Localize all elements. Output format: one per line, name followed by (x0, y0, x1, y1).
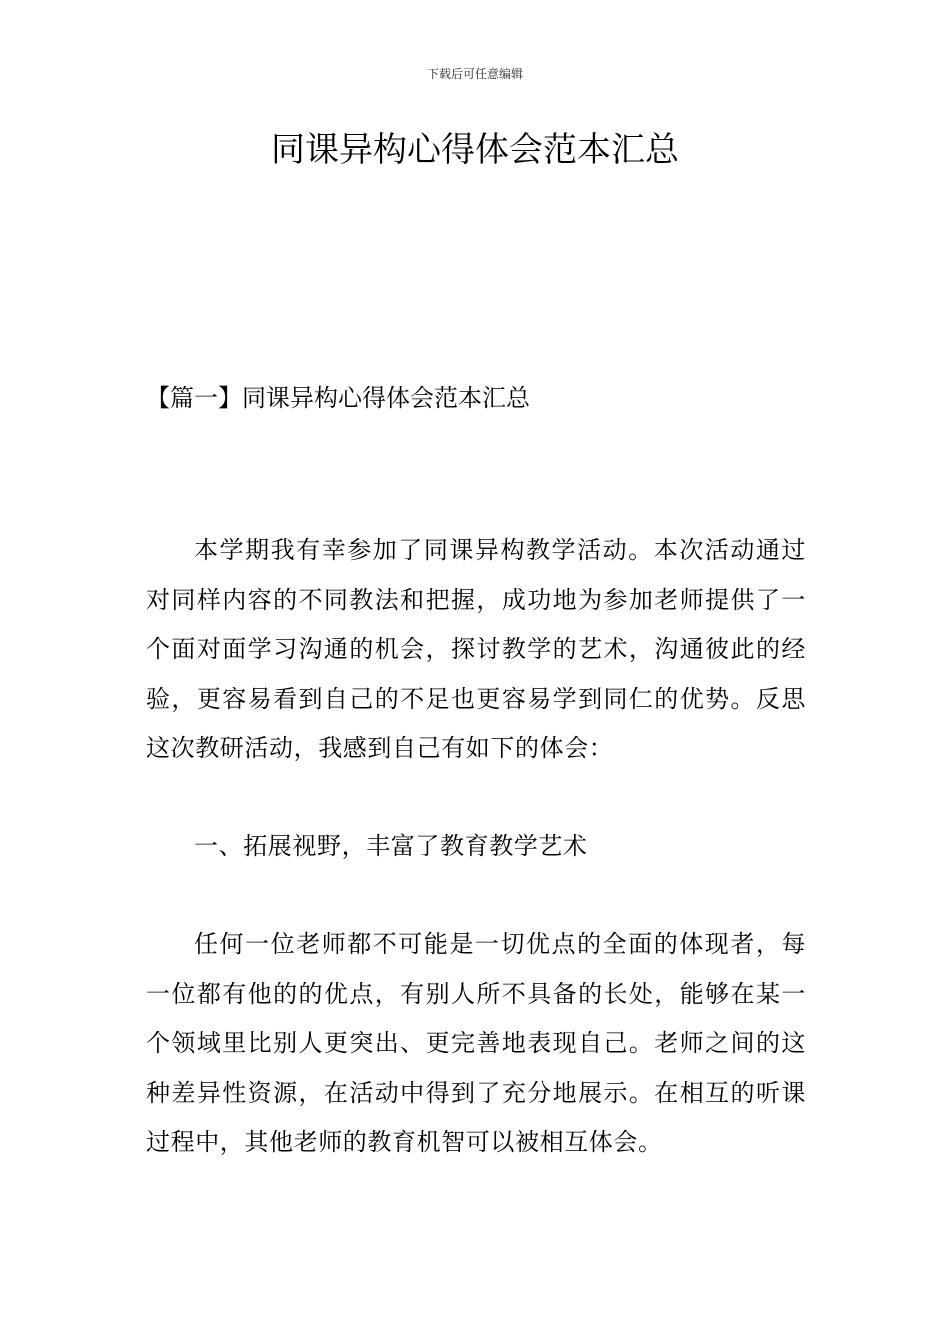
subheading-expand-horizons: 一、拓展视野，丰富了教育教学艺术 (194, 832, 588, 860)
section-heading: 【篇一】同课异构心得体会范本汇总 (146, 384, 530, 412)
body-paragraph-differences: 任何一位老师都不可能是一切优点的全面的体现者，每一位都有他的的优点，有别人所不具备的长处，能够在某一个领域里比别人更突出、更完善地表现自己。老师之间的这种差异性资源，在活动中得到了充分地展示。在相互的听课过程中，其他老师的教育机智可以被相互体会。 (146, 930, 806, 1156)
header-note: 下载后可任意编辑 (426, 67, 523, 81)
document-title: 同课异构心得体会范本汇总 (271, 130, 679, 170)
body-paragraph-intro: 本学期我有幸参加了同课异构教学活动。本次活动通过对同样内容的不同教法和把握，成功地为参加老师提供了一个面对面学习沟通的机会，探讨教学的艺术，沟通彼此的经验，更容易看到自己的不足也更容易学到同仁的优势。反思这次教研活动，我感到自己有如下的体会： (146, 536, 806, 762)
